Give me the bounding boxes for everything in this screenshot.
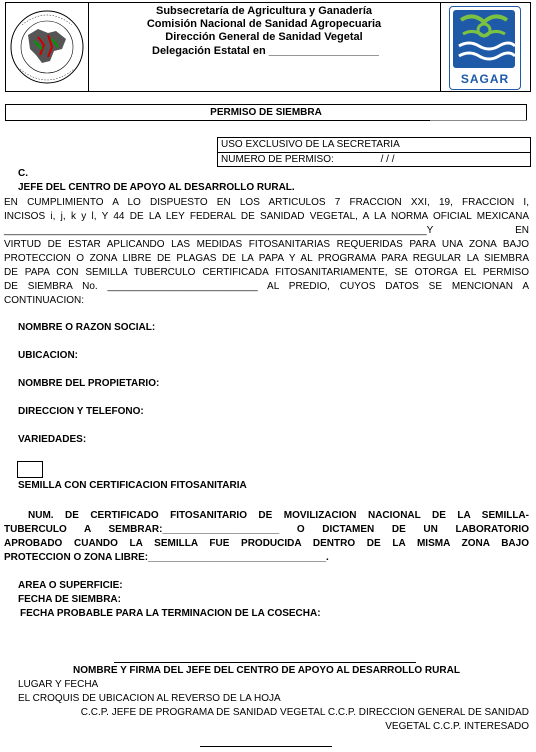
permit-number-label: NUMERO DE PERMISO: [221,154,334,165]
body-line-6: DE PAPA CON SEMILLA TUBERCULO CERTIFICADA FITOSANITARIAMENTE, SE OTORGA EL PERMISO [4,267,529,278]
ccp-line-2: VEGETAL C.C.P. INTERESADO [385,721,529,732]
body-line-8: CONTINUACION: [4,295,84,306]
secretaria-row-1: USO EXCLUSIVO DE LA SECRETARIA [221,139,400,150]
field-nombre: NOMBRE O RAZON SOCIAL: [18,322,156,333]
certificado-line-4: PROTECCION O ZONA LIBRE:________________________________. [4,552,329,563]
header-line-4: Delegación Estatal en __________________ [152,45,379,57]
title-underline-mark [430,120,527,121]
sagar-logo-text: SAGAR [460,72,510,86]
header-line-1: Subsecretaría de Agricultura y Ganadería [155,5,372,17]
croquis-note: EL CROQUIS DE UBICACION AL REVERSO DE LA HOJA [18,693,281,704]
secretaria-row-2 [218,152,530,167]
sagar-emblem-icon [453,10,515,68]
header-line-2: Comisión Nacional de Sanidad Agropecuaria [146,18,382,30]
seal-icon [8,5,86,89]
header-line-3: Dirección General de Sanidad Vegetal [165,31,363,43]
firma-label: NOMBRE Y FIRMA DEL JEFE DEL CENTRO DE APOYO AL DESARROLLO RURAL [73,665,460,676]
secretaria-box [217,137,531,167]
fecha-siembra: FECHA DE SIEMBRA: [18,594,121,605]
addressee-c: C. [18,168,28,179]
left-logo [8,5,86,89]
body-line-3: ____________________________________________________________________________Y EN [4,225,529,236]
semilla-label: SEMILLA CON CERTIFICACION FITOSANITARIA [18,480,247,491]
body-line-4: VIRTUD DE ESTAR APLICANDO LAS MEDIDAS FITOSANITARIAS REQUERIDAS PARA UNA ZONA BAJO [4,239,529,250]
semilla-checkbox[interactable] [17,461,43,478]
ccp-line-1: C.C.P. JEFE DE PROGRAMA DE SANIDAD VEGETAL C.C.P. DIRECCION GENERAL DE SANIDAD [80,707,529,718]
field-direccion: DIRECCION Y TELEFONO: [18,406,144,417]
field-variedades: VARIEDADES: [18,434,87,445]
certificado-line-3: APROBADO CUANDO LA SEMILLA FUE PRODUCIDA DENTRO DE LA MISMA ZONA BAJO [4,538,529,549]
bottom-line [200,746,332,747]
certificado-line-1: NUM. DE CERTIFICADO FITOSANITARIO DE MOVILIZACION NACIONAL DE LA SEMILLA- [28,510,529,521]
field-propietario: NOMBRE DEL PROPIETARIO: [18,378,160,389]
addressee-title: JEFE DEL CENTRO DE APOYO AL DESARROLLO RURAL. [18,182,295,193]
body-line-7: DE SIEMBRA No. ___________________________ AL PREDIO, CUYOS DATOS SE MENCIONAN A [4,281,529,292]
lugar-fecha: LUGAR Y FECHA [18,679,99,690]
header-divider-right [440,2,441,92]
right-logo [449,6,521,90]
body-line-5: PROTECCION O ZONA LIBRE DE PLAGAS DE LA PAPA Y AL PROGRAMA PARA REGULAR LA SIEMBRA [4,253,529,264]
body-line-2: INCISOS i, j, k y l, Y 44 DE LA LEY FEDERAL DE SANIDAD VEGETAL, A LA NORMA OFICIAL MEXICANA [4,211,529,222]
signature-line [114,662,416,663]
area-superficie: AREA O SUPERFICIE: [18,580,123,591]
field-ubicacion: UBICACION: [18,350,78,361]
body-line-1: EN CUMPLIMIENTO A LO DISPUESTO EN LOS ARTICULOS 7 FRACCION XXI, 19, FRACCION I, [4,197,529,208]
sagar-emblem-background [453,10,515,68]
fecha-cosecha: FECHA PROBABLE PARA LA TERMINACION DE LA COSECHA: [20,608,321,619]
permit-number-value: / / / [380,154,395,165]
document-title: PERMISO DE SIEMBRA [5,104,527,121]
certificado-line-2: TUBERCULO A SEMBRAR:_____________________ O DICTAMEN DE UN LABORATORIO [4,524,529,535]
